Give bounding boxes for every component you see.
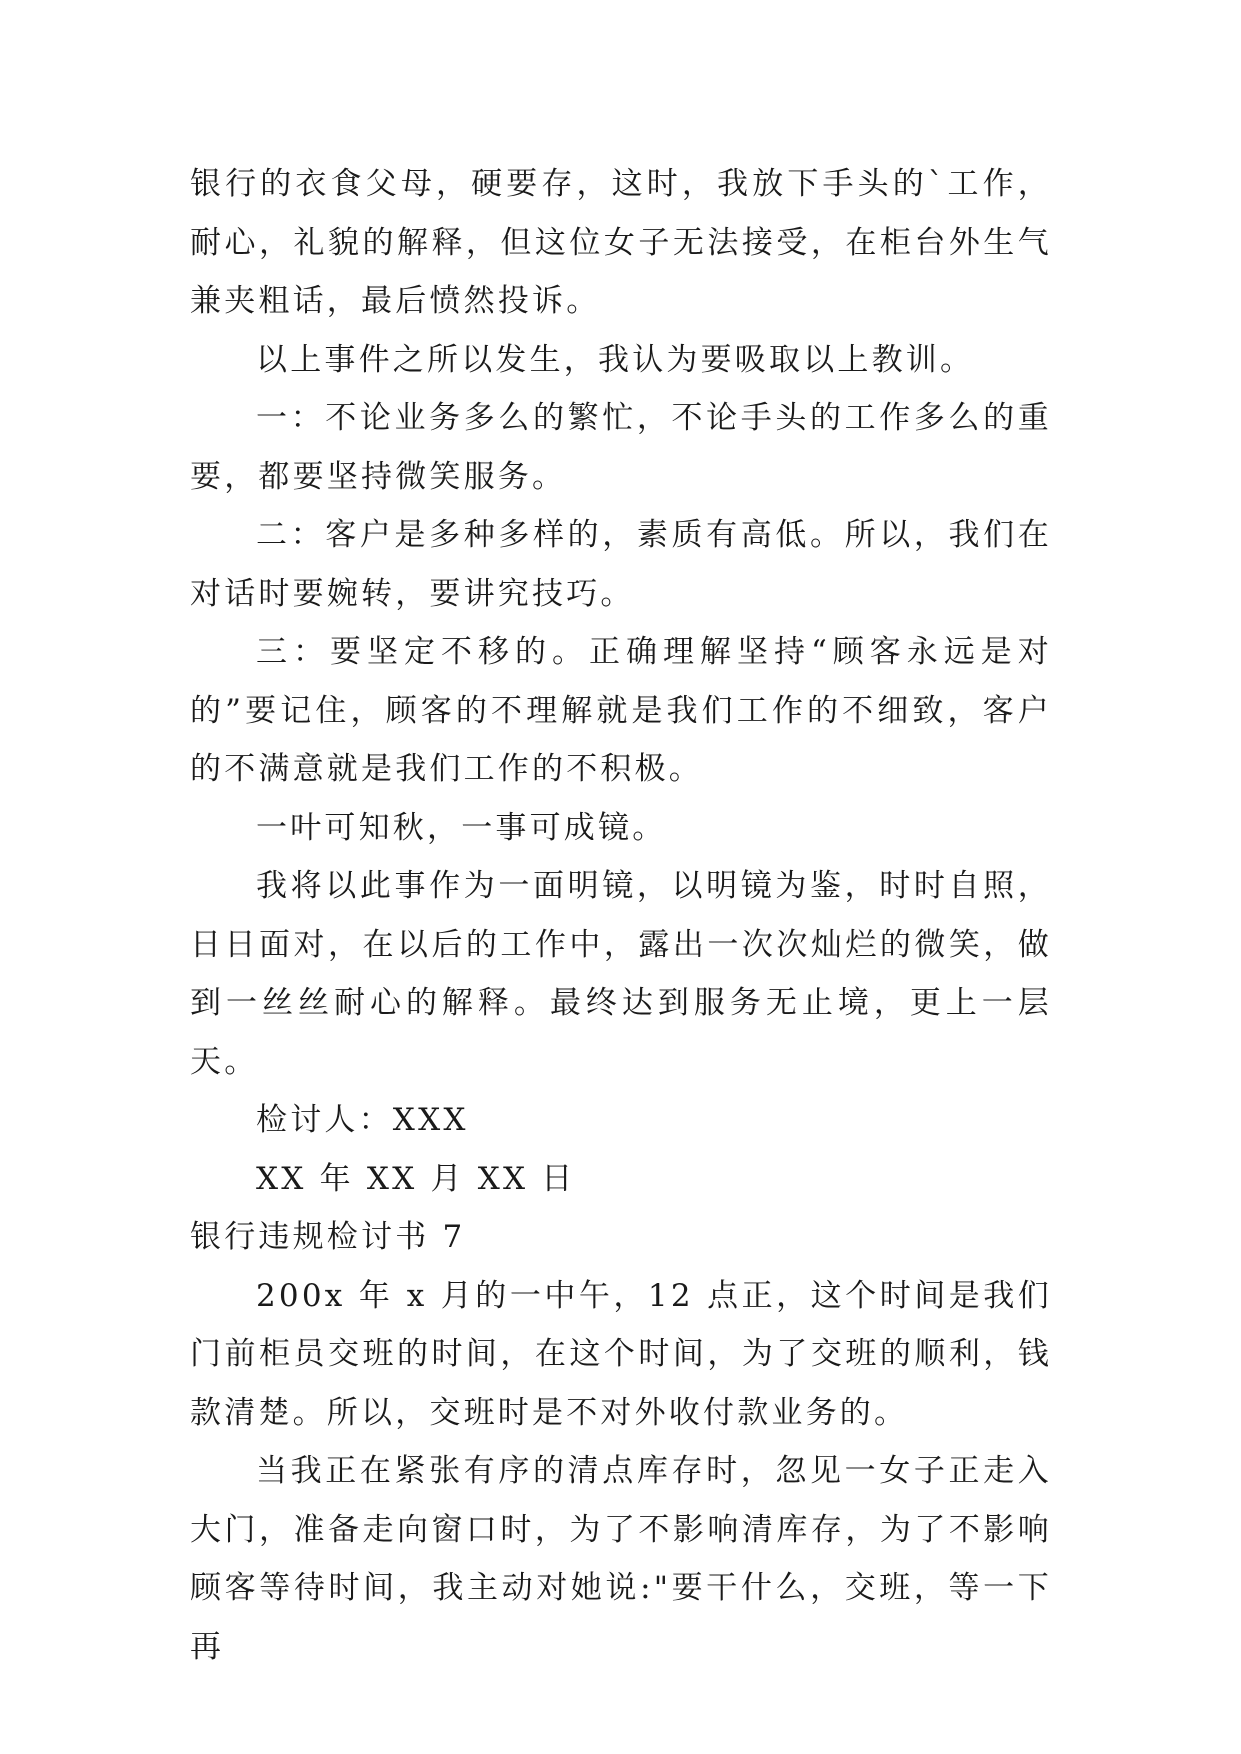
paragraph-lesson-two: 二：客户是多种多样的，素质有高低。所以，我们在对话时要婉转，要讲究技巧。 <box>190 517 1052 612</box>
paragraph-resolution: 我将以此事作为一面明镜，以明镜为鉴，时时自照，日日面对，在以后的工作中，露出一次次灿烂的微笑，做到一丝丝耐心的解释。最终达到服务无止境，更上一层天。 <box>190 868 1052 1080</box>
signature-line: 检讨人：XXX <box>256 1102 469 1138</box>
paragraph-customer-complaint: 银行的衣食父母，硬要存，这时，我放下手头的`工作，耐心，礼貌的解释，但这位女子无法接受，在柜台外生气兼夹粗话，最后愤然投诉。 <box>190 166 1052 319</box>
paragraph-lesson-three: 三：要坚定不移的。正确理解坚持“顾客永远是对的”要记住，顾客的不理解就是我们工作的不细致，客户的不满意就是我们工作的不积极。 <box>190 634 1052 787</box>
paragraph-proverb: 一叶可知秋，一事可成镜。 <box>256 809 667 846</box>
paragraph-inventory: 当我正在紧张有序的清点库存时，忽见一女子正走入大门，准备走向窗口时，为了不影响清库存，为了不影响顾客等待时间，我主动对她说:"要干什么，交班，等一下再 <box>190 1453 1052 1665</box>
date-line: XX 年 XX 月 XX 日 <box>256 1160 576 1197</box>
paragraph-shift-change: 200x 年 x 月的一中午，12 点正，这个时间是我们门前柜员交班的时间，在这个时间，为了交班的顺利，钱款清楚。所以，交班时是不对外收付款业务的。 <box>190 1277 1052 1431</box>
section-title: 银行违规检讨书 7 <box>190 1219 466 1255</box>
document-body <box>190 155 1052 1676</box>
paragraph-lesson-one: 一：不论业务多么的繁忙，不论手头的工作多么的重要，都要坚持微笑服务。 <box>190 400 1052 495</box>
paragraph-lesson-intro: 以上事件之所以发生，我认为要吸取以上教训。 <box>256 341 975 378</box>
